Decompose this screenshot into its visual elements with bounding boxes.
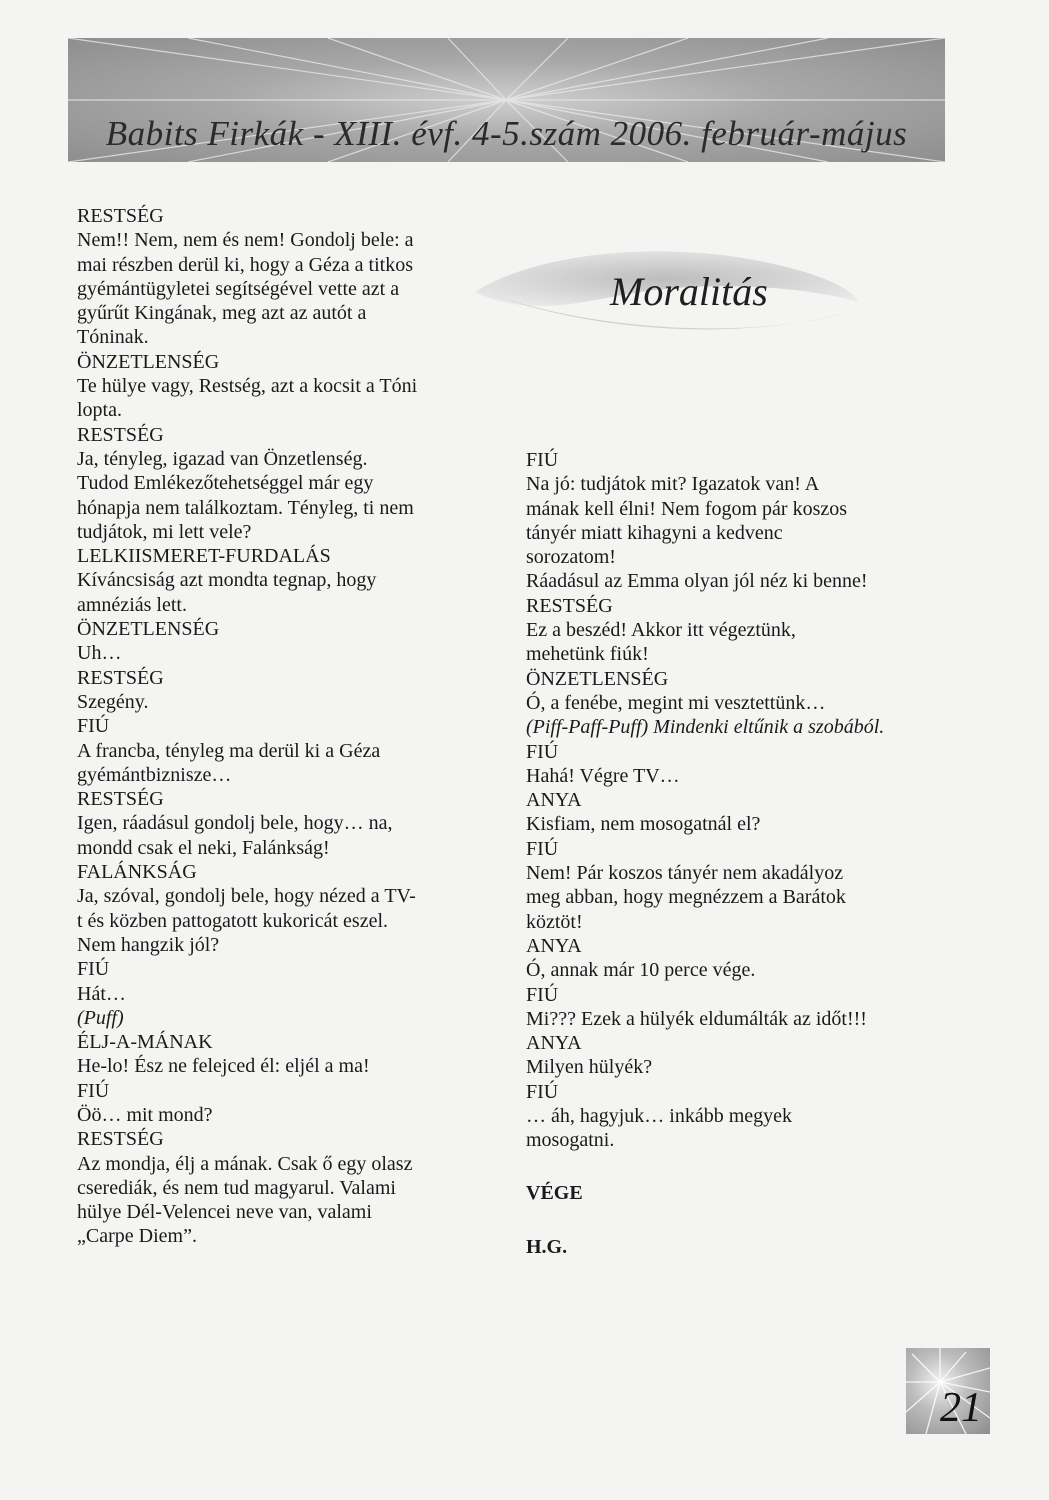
header-title: Babits Firkák - XIII. évf. 4-5.szám 2006. február-május xyxy=(105,114,908,153)
text-line: ANYA xyxy=(526,789,582,812)
text-line: tányér miatt kihagyni a kedvenc xyxy=(526,521,783,544)
text-line: RESTSÉG xyxy=(77,666,164,689)
text-line: ÉLJ-A-MÁNAK xyxy=(77,1031,213,1054)
text-line: hülye Dél-Velencei neve van, valami xyxy=(77,1201,372,1224)
text-line: t és közben pattogatott kukoricát eszel. xyxy=(77,909,389,932)
right-column xyxy=(526,448,946,1259)
text-line: mai részben derül ki, hogy a Géza a titkos xyxy=(77,253,413,276)
text-line: RESTSÉG xyxy=(77,205,164,227)
text-line: ANYA xyxy=(526,934,582,957)
text-line: ÖNZETLENSÉG xyxy=(77,618,220,641)
page-number: 21 xyxy=(940,1385,982,1431)
text-line: Nem! Pár koszos tányér nem akadályoz xyxy=(526,862,844,885)
text-line: LELKIISMERET-FURDALÁS xyxy=(77,545,331,568)
text-line: mosogatni. xyxy=(526,1129,615,1152)
text-line: Nem!! Nem, nem és nem! Gondolj bele: a xyxy=(77,229,414,252)
text-line: cserediák, és nem tud magyarul. Valami xyxy=(77,1176,396,1199)
text-line: Uh… xyxy=(77,642,122,665)
text-line: Ja, szóval, gondolj bele, hogy nézed a TV- xyxy=(77,885,416,908)
page-number-badge xyxy=(906,1348,990,1434)
author-signature: H.G. xyxy=(526,1235,568,1258)
text-line: mának kell élni! Nem fogom pár koszos xyxy=(526,497,848,520)
text-line: Milyen hülyék? xyxy=(526,1056,653,1079)
text-line: Ó, annak már 10 perce vége. xyxy=(526,959,756,982)
text-line: FIÚ xyxy=(77,958,110,981)
text-line: Szegény. xyxy=(77,690,149,713)
text-line: RESTSÉG xyxy=(77,788,164,811)
ending-label: VÉGE xyxy=(526,1181,583,1204)
text-line: Te hülye vagy, Restség, azt a kocsit a Tóni xyxy=(77,375,418,398)
text-line: Tóninak. xyxy=(77,326,149,349)
text-line: meg abban, hogy megnézzem a Barátok xyxy=(526,886,846,909)
text-line: mondd csak el neki, Falánkság! xyxy=(77,836,330,859)
text-line: Kisfiam, nem mosogatnál el? xyxy=(526,813,761,836)
text-line: Na jó: tudjátok mit? Igazatok van! A xyxy=(526,473,820,496)
text-line: FIÚ xyxy=(77,715,110,738)
page-header-banner xyxy=(68,38,945,162)
text-line: Öö… mit mond? xyxy=(77,1103,213,1126)
text-line: Mi??? Ezek a hülyék eldumálták az időt!!! xyxy=(526,1007,867,1030)
text-line: Hahá! Végre TV… xyxy=(526,764,680,787)
text-line: (Puff) xyxy=(77,1006,124,1029)
text-line: Nem hangzik jól? xyxy=(77,933,220,956)
text-line: FIÚ xyxy=(526,740,559,763)
text-line: RESTSÉG xyxy=(77,1128,164,1151)
text-line: FIÚ xyxy=(77,1079,110,1102)
spacer xyxy=(526,1153,946,1181)
text-line: FALÁNKSÁG xyxy=(77,861,197,884)
text-line: ANYA xyxy=(526,1032,582,1055)
text-line: köztöt! xyxy=(526,910,583,933)
text-line: Ráadásul az Emma olyan jól néz ki benne! xyxy=(526,570,868,593)
text-line: RESTSÉG xyxy=(526,594,613,617)
left-column xyxy=(77,204,482,1249)
text-line: lopta. xyxy=(77,399,122,422)
text-line: FIÚ xyxy=(526,837,559,860)
text-line: FIÚ xyxy=(526,449,559,471)
text-line: hónapja nem találkoztam. Tényleg, ti nem xyxy=(77,496,414,519)
text-line: ÖNZETLENSÉG xyxy=(77,350,220,373)
text-line: Hát… xyxy=(77,982,126,1005)
text-line: gyémántügyletei segítségével vette azt a xyxy=(77,277,400,300)
section-title: Moralitás xyxy=(610,269,768,314)
text-line: Ó, a fenébe, megint mi vesztettünk… xyxy=(526,691,826,714)
text-line: Az mondja, élj a mának. Csak ő egy olasz xyxy=(77,1152,413,1175)
text-line: FIÚ xyxy=(526,1080,559,1103)
text-line: Igen, ráadásul gondolj bele, hogy… na, xyxy=(77,812,393,835)
text-line: tudjátok, mi lett vele? xyxy=(77,520,252,543)
text-line: FIÚ xyxy=(526,983,559,1006)
text-line: amnéziás lett. xyxy=(77,593,187,616)
text-line: gyűrűt Kingának, meg azt az autót a xyxy=(77,302,367,325)
text-line: ÖNZETLENSÉG xyxy=(526,667,669,690)
text-line: „Carpe Diem”. xyxy=(77,1225,197,1248)
text-line: … áh, hagyjuk… inkább megyek xyxy=(526,1105,793,1128)
text-line: Ja, tényleg, igazad van Önzetlenség. xyxy=(77,447,368,470)
text-line: Ez a beszéd! Akkor itt végeztünk, xyxy=(526,619,796,642)
text-line: sorozatom! xyxy=(526,546,616,569)
text-line: Tudod Emlékezőtehetséggel már egy xyxy=(77,472,374,495)
text-line: (Piff-Paff-Puff) Mindenki eltűnik a szobából. xyxy=(526,716,885,739)
text-line: mehetünk fiúk! xyxy=(526,643,649,666)
spacer xyxy=(526,1205,946,1235)
text-line: A francba, tényleg ma derül ki a Géza xyxy=(77,739,381,762)
text-line: Kíváncsiság azt mondta tegnap, hogy xyxy=(77,569,377,592)
text-line: RESTSÉG xyxy=(77,423,164,446)
text-line: He-lo! Ész ne felejced él: eljél a ma! xyxy=(77,1055,370,1078)
text-line: gyémántbiznisze… xyxy=(77,763,232,786)
